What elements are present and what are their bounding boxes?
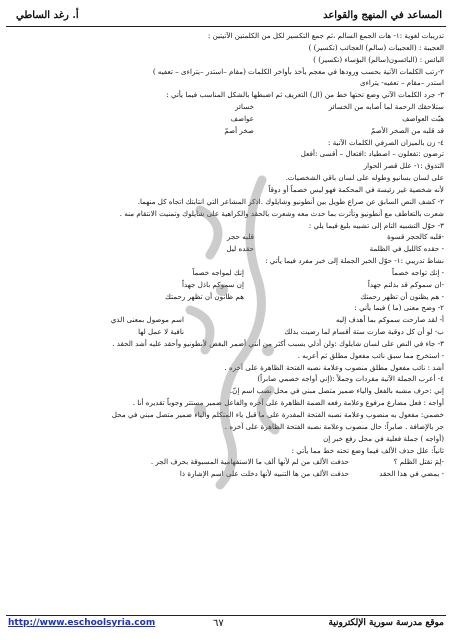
website-link[interactable]: http://www.eschoolsyria.com xyxy=(8,618,156,628)
line-text: لأنه شخصية غير رئيسة في المحكمة فهو ليس خصماً أو دوقاً xyxy=(268,184,444,194)
line-text: ثانياً: علل حذف الألف فيما وضع تحته خط مما يأتي : xyxy=(291,445,444,455)
page-number: ٦٧ xyxy=(213,618,224,629)
line-answer: قلبه حجر xyxy=(227,232,254,242)
line-answer: عواصف xyxy=(230,113,254,123)
line-answer: نافية لا عمل لها xyxy=(138,327,184,337)
text-line xyxy=(8,113,444,125)
line-text: ٤- زن بالميزان الصرفي الكلمات الآتية : xyxy=(328,137,444,147)
line-question: - يمضي في هذا الحقد xyxy=(379,469,444,479)
line-question: أ- لقد صارحت سموكم بما أهدف إليه xyxy=(336,315,444,325)
line-text: (أواجه ) جملة فعلية في محل رفع خبر إن xyxy=(323,433,444,443)
line-text: التذوق :١- علل قصر الحوار xyxy=(363,161,444,171)
page-title: المساعد في المنهج والقواعد xyxy=(323,10,442,21)
text-line xyxy=(8,77,444,89)
line-text: استدر –مقام – تعفيه- يتراءى xyxy=(359,78,444,88)
line-question: ب- لو أن كل دوقية صارت ستة أقسام لما رضيت بذلك xyxy=(284,327,444,337)
line-question: - إنك تواجه خصماً xyxy=(391,267,444,277)
line-question: قد قلبه من الصخر الأصمّ xyxy=(370,125,444,135)
line-text: أشد : نائب مفعول مطلق منصوب وعلامة نصبه الفتحة الظاهرة على آخره . xyxy=(224,362,444,372)
line-question: هبّت العواصف xyxy=(402,113,444,123)
line-text: ٣- جرد الكلمات الآتي وضع تحتها خط من (ال) التعريف ثم اضبطها بالشكل المناسب فيما يأتي : xyxy=(166,90,444,100)
author-name: أ. رغد الساطي xyxy=(16,10,79,21)
line-text: ٣- جاء في النص على لسان شايلوك :ولن أدلي بسبب أكثر من أنني أضمر البغض لأنطونيو وأحقد عليه أشد الحقد . xyxy=(112,338,444,348)
line-answer: اسم موصول بمعنى الذي xyxy=(110,315,184,325)
line-text: العجيبة : (العجيبات (سالم) العجائب (تكسير) ) xyxy=(308,42,444,52)
line-text: ٢- كشف النص السابق عن صراع طويل بين أنطونيو وشايلوك .اذكر المشاعر التي انتابتك اتجاه كل منهما. xyxy=(137,196,444,206)
line-question: -لِمَ تقتل الظلم ؟ xyxy=(393,457,444,467)
line-question: - حقده كالليل في الظلمة xyxy=(369,244,444,254)
line-text: نشاط تدريبي :١- حوّل الخبر الجملة إلى خبر مفرد فيما يأتي : xyxy=(265,256,444,266)
line-question: -قلبه كالحجر قسوة xyxy=(387,232,444,242)
text-line xyxy=(8,54,444,66)
text-line xyxy=(8,89,444,101)
line-text: أواجه : فعل مضارع مرفوع وعلامة رفعه الضمة الظاهرة على آخره والفاعل ضمير مستتر وجوباً تقديره أنا . xyxy=(132,398,444,408)
line-answer: إن سموكم باذل جهداً xyxy=(182,279,244,289)
text-line xyxy=(8,66,444,78)
line-answer: حقده ليل xyxy=(226,244,254,254)
line-answer: إنك لمواجه خصماً xyxy=(192,267,244,277)
line-text: ترضون :تفعلون – اصطياد :افتعال – أقسى :أفعل xyxy=(300,149,444,159)
line-text: شعرت بالتعاطف مع أنطونيو وتأثرت بما حدث معه وشعرت بالحقد والكراهية على شايلوك وتمنيت الانتقام منه . xyxy=(119,208,444,218)
text-line xyxy=(8,42,444,54)
text-line xyxy=(8,148,444,160)
line-answer: هم ظانون أن تظهر رحمتك xyxy=(165,291,244,301)
text-line xyxy=(8,30,444,42)
line-text: ٢- وضح معنى (ما ) فيما يأتي : xyxy=(354,303,444,313)
line-text: ٣- حوّل التشبيه التام إلى تشبيه بليغ فيما يلي : xyxy=(308,220,444,230)
line-question: -ان سموكم قد بذلتم جهداً xyxy=(367,279,444,289)
line-text: ٢-رتب الكلمات الآتية بحسب ورودها في معجم يأخذ بأواخر الكلمات (مقام –استدر –يتراءى – تعفيه ) xyxy=(152,66,444,76)
site-name: موقع مدرسة سورية الإلكترونية xyxy=(328,618,444,628)
line-text: جر بالإضافة . صابراً: حال منصوب وعلامة نصبه الفتحة الظاهرة على آخره . xyxy=(224,421,444,431)
line-text: - استخرج مما سبق نائب مفعول مطلق ثم أعربه . xyxy=(297,350,444,360)
line-answer: حذفت الألف من ها التنبيه لأنها دخلت على اسم الإشارة ذا xyxy=(179,469,349,479)
line-text: ٤- أعرب الجملة الآتية مفردات وجملاً :(إني أواجه خصمي صابراً) xyxy=(257,374,444,384)
line-text: البائس : (البائسون(سالم) البؤساء (تكسير) ) xyxy=(313,54,444,64)
footer-divider xyxy=(6,615,446,616)
line-text: خصمي: مفعول به منصوب وعلامة نصبه الفتحة المقدرة على ما قبل ياء المتكلم والياء ضمير متصل مبني في محل xyxy=(111,410,444,419)
line-text: على لسان بسانيو وطوله على لسان باقي الشخصيات. xyxy=(285,173,444,183)
text-line xyxy=(8,125,444,137)
line-answer: صخر أصمّ xyxy=(224,125,254,135)
text-line xyxy=(8,101,444,113)
line-answer: حذفت الألف من لم لأنها ألف ما الاستفهامية المسبوقة بحرف الجر . xyxy=(150,457,349,467)
line-question: ستلاحقك الرحمة لما أصابه من الخسائر xyxy=(328,102,444,112)
page-footer xyxy=(8,618,444,632)
line-question: - هم يظنون أن تظهر رحمتك xyxy=(360,291,444,301)
line-text: تدريبات لغوية :١- هات الجمع السالم ،ثم جمع التكسير لكل من الكلمتين الآتيتين : xyxy=(207,31,444,40)
header-divider xyxy=(6,26,446,27)
line-answer: خسائر xyxy=(235,102,254,112)
page-header xyxy=(10,10,442,26)
watermark-logo xyxy=(170,170,300,490)
line-text: إني :حرف مشبه بالفعل والياء ضمير متصل مبني في محل نصب اسم إنّ. xyxy=(229,386,444,396)
text-line xyxy=(8,137,444,149)
